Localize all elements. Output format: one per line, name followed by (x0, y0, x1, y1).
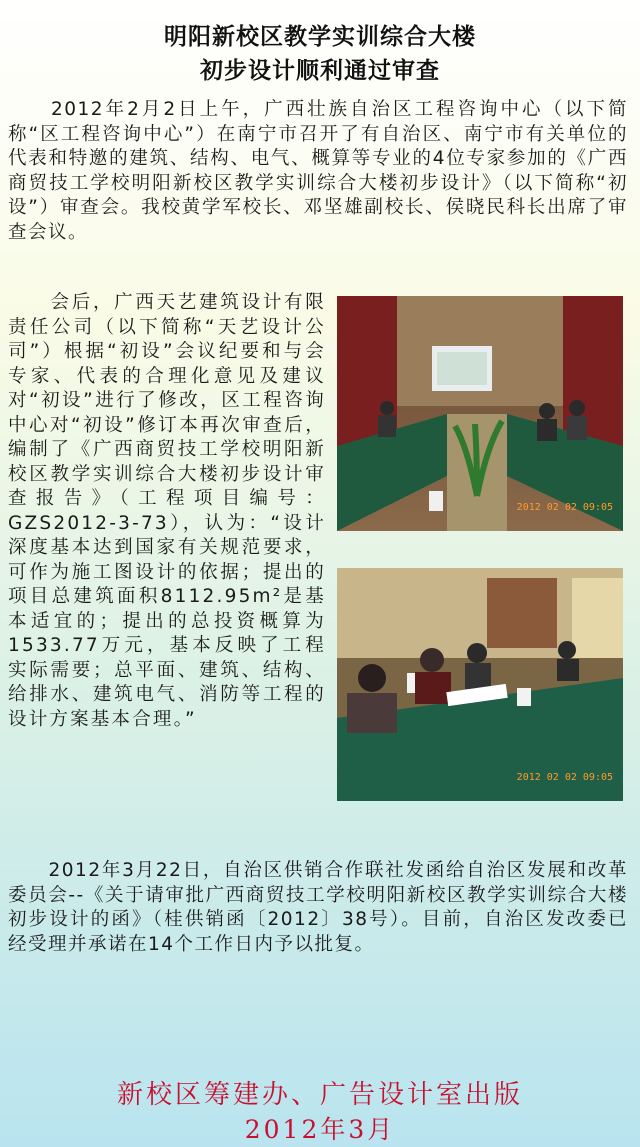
publish-date: 2012年3月 (244, 1115, 396, 1144)
publisher-line: 新校区筹建办、广告设计室出版 (116, 1080, 523, 1110)
meeting-photo-2 (337, 568, 623, 801)
meeting-room-illustration-1 (337, 296, 623, 531)
paragraph-3: 2012年3月22日，自治区供销合作联社发函给自治区发展和改革委员会--《关于请审批广西商贸技工学校明阳新校区教学实训综合大楼初步设计的函》（桂供销函〔2012〕38号）。目前，自治区发改委已经受理并承诺在14个工作日内予以批复。 (8, 860, 628, 955)
photo-date-stamp: 2012 02 02 09:05 (516, 502, 613, 513)
meeting-room-illustration-2 (337, 568, 623, 801)
meeting-photo-1 (337, 296, 623, 531)
headline-line-1: 明阳新校区教学实训综合大楼 (164, 24, 476, 50)
headline-line-2: 初步设计顺利通过审查 (200, 58, 440, 84)
photo-date-stamp: 2012 02 02 09:05 (516, 772, 613, 783)
paragraph-2: 会后，广西天艺建筑设计有限责任公司（以下简称“天艺设计公司”）根据“初设”会议纪要和与会专家、代表的合理化意见及建议对“初设”进行了修改，区工程咨询中心对“初设”修订本再次审查后，编制了《广西商贸技工学校明阳新校区教学实训综合大楼初步设计审查报告》（工程项目编号：GZS2012-3-73），认为：“设计深度基本达到国家有关规范要求，可作为施工图设计的依据；提出的项目总建筑面积8112.95m²是基本适宜的；提出的总投资概算为1533.77万元，基本反映了工程实际需要；总平面、建筑、结构、给排水、建筑电气、消防等工程的设计方案基本合理。” (8, 292, 326, 730)
paragraph-1: 2012年2月2日上午，广西壮族自治区工程咨询中心（以下简称“区工程咨询中心”）在南宁市召开了有自治区、南宁市有关单位的代表和特邀的建筑、结构、电气、概算等专业的4位专家参加的《广西商贸技工学校明阳新校区教学实训综合大楼初步设计》（以下简称“初设”）审查会。我校黄学军校长、邓坚雄副校长、侯晓民科长出席了审查会议。 (8, 99, 628, 243)
